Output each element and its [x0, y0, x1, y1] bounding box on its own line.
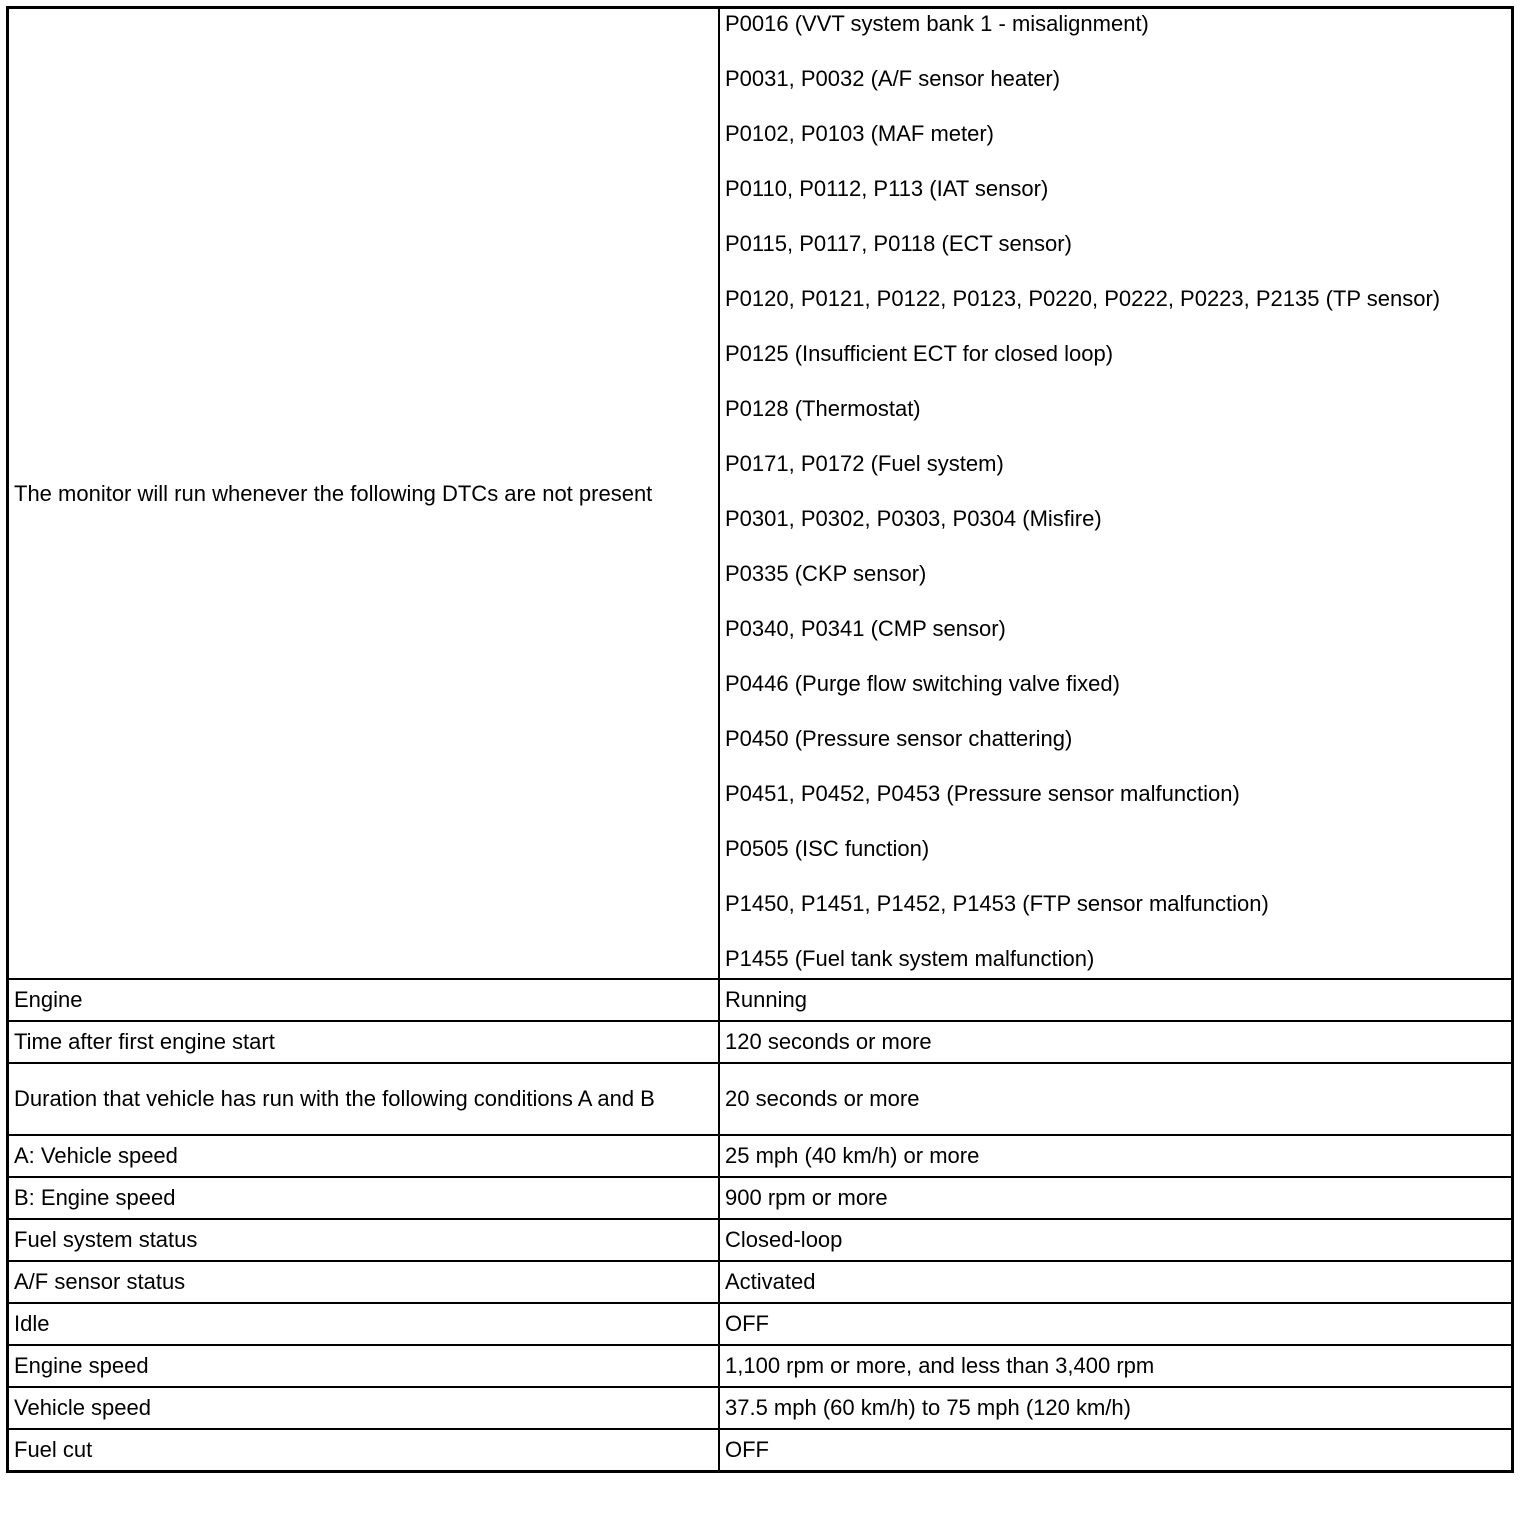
- dtc-row: [8, 8, 1513, 980]
- dtc-item: P0450 (Pressure sensor chattering): [725, 726, 1073, 751]
- condition-label: Idle: [8, 1303, 720, 1345]
- condition-value: Activated: [719, 1261, 1513, 1303]
- condition-value: OFF: [719, 1429, 1513, 1472]
- dtc-item: P0301, P0302, P0303, P0304 (Misfire): [725, 506, 1102, 531]
- monitor-conditions-table: [6, 6, 1514, 1473]
- condition-label: A: Vehicle speed: [8, 1135, 720, 1177]
- dtc-condition-label: The monitor will run whenever the following DTCs are not present: [8, 8, 720, 980]
- condition-row-engine: [8, 979, 1513, 1021]
- dtc-list: [719, 8, 1513, 980]
- condition-label: Vehicle speed: [8, 1387, 720, 1429]
- condition-row-engine-speed-b: [8, 1177, 1513, 1219]
- condition-label: Fuel cut: [8, 1429, 720, 1472]
- condition-value: Running: [719, 979, 1513, 1021]
- condition-value: Closed-loop: [719, 1219, 1513, 1261]
- condition-value: 20 seconds or more: [719, 1063, 1513, 1135]
- condition-label: B: Engine speed: [8, 1177, 720, 1219]
- condition-label: Engine: [8, 979, 720, 1021]
- dtc-item: P0446 (Purge flow switching valve fixed): [725, 671, 1120, 696]
- dtc-item: P0335 (CKP sensor): [725, 561, 927, 586]
- condition-value: 1,100 rpm or more, and less than 3,400 rpm: [719, 1345, 1513, 1387]
- dtc-item: P0125 (Insufficient ECT for closed loop): [725, 341, 1114, 366]
- condition-value: 25 mph (40 km/h) or more: [719, 1135, 1513, 1177]
- dtc-item: P0451, P0452, P0453 (Pressure sensor malfunction): [725, 781, 1240, 806]
- dtc-item: P0016 (VVT system bank 1 - misalignment): [725, 11, 1149, 36]
- condition-label: Duration that vehicle has run with the following conditions A and B: [8, 1063, 720, 1135]
- condition-value: 900 rpm or more: [719, 1177, 1513, 1219]
- dtc-item: P1455 (Fuel tank system malfunction): [725, 946, 1095, 971]
- dtc-item: P1450, P1451, P1452, P1453 (FTP sensor malfunction): [725, 891, 1269, 916]
- condition-row-time-after-start: [8, 1021, 1513, 1063]
- condition-label: Engine speed: [8, 1345, 720, 1387]
- dtc-item: P0102, P0103 (MAF meter): [725, 121, 995, 146]
- dtc-item: P0115, P0117, P0118 (ECT sensor): [725, 231, 1072, 256]
- dtc-item: P0340, P0341 (CMP sensor): [725, 616, 1006, 641]
- dtc-item: P0031, P0032 (A/F sensor heater): [725, 66, 1061, 91]
- condition-value: 120 seconds or more: [719, 1021, 1513, 1063]
- condition-row-fuel-cut: [8, 1429, 1513, 1472]
- dtc-item: P0505 (ISC function): [725, 836, 930, 861]
- condition-row-fuel-system-status: [8, 1219, 1513, 1261]
- condition-row-duration: [8, 1063, 1513, 1135]
- dtc-item: P0171, P0172 (Fuel system): [725, 451, 1004, 476]
- condition-row-idle: [8, 1303, 1513, 1345]
- condition-label: A/F sensor status: [8, 1261, 720, 1303]
- condition-row-vehicle-speed-a: [8, 1135, 1513, 1177]
- condition-label: Fuel system status: [8, 1219, 720, 1261]
- condition-row-vehicle-speed: [8, 1387, 1513, 1429]
- dtc-item: P0110, P0112, P113 (IAT sensor): [725, 176, 1049, 201]
- condition-row-engine-speed: [8, 1345, 1513, 1387]
- condition-value: 37.5 mph (60 km/h) to 75 mph (120 km/h): [719, 1387, 1513, 1429]
- condition-label: Time after first engine start: [8, 1021, 720, 1063]
- dtc-item: P0120, P0121, P0122, P0123, P0220, P0222, P0223, P2135 (TP sensor): [725, 286, 1441, 311]
- condition-value: OFF: [719, 1303, 1513, 1345]
- dtc-item: P0128 (Thermostat): [725, 396, 921, 421]
- condition-row-af-sensor-status: [8, 1261, 1513, 1303]
